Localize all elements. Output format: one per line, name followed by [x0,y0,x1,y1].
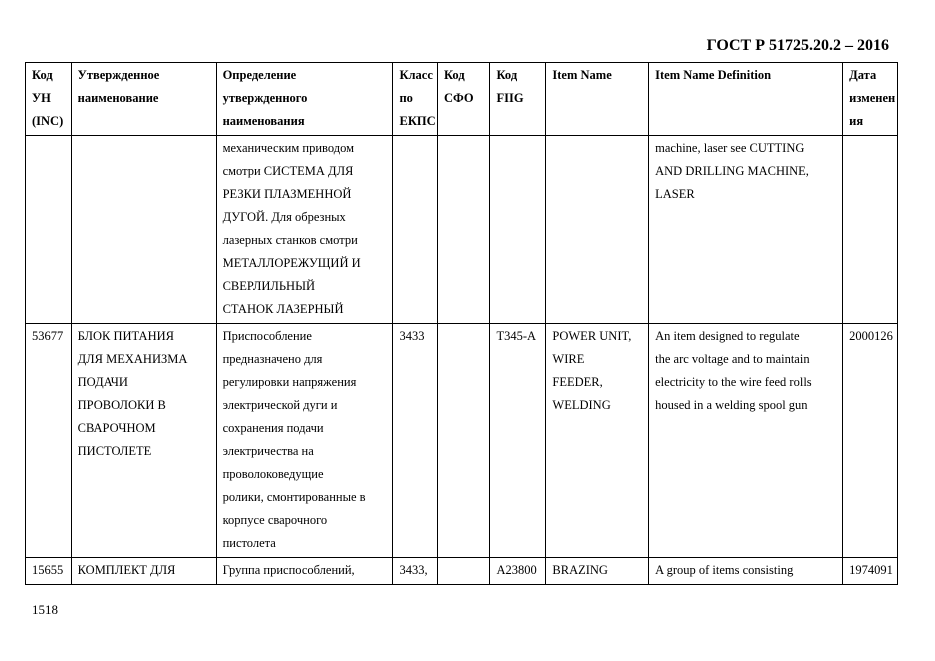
cell-inc-code [26,324,72,558]
header-approved-name [71,63,216,136]
cell-change-date [843,558,898,585]
header-line: ЕКПС [399,114,436,128]
cell-line: ПРОВОЛОКИ В [77,398,166,412]
table-header [26,63,898,136]
cell-fiig-code [490,558,546,585]
cell-item-name-definition [649,558,843,585]
cell-line: ДУГОЙ. Для обрезных [222,210,346,224]
cell-line: machine, laser see CUTTING [655,141,805,155]
header-line: СФО [443,91,474,105]
header-line: Код [443,68,465,82]
header-name-definition [216,63,393,136]
cell-line: 3433, [399,563,428,577]
cell-item-name-definition [649,324,843,558]
cell-item-name [546,324,649,558]
cell-line: housed in a welding spool gun [655,398,808,412]
header-line: Item Name Definition [655,68,772,82]
cell-item-name [546,136,649,324]
cell-line: Группа приспособлений, [222,563,355,577]
table-row [26,558,898,585]
header-item-name [546,63,649,136]
cell-sfo-code [437,324,490,558]
cell-line: регулировки напряжения [222,375,357,389]
cell-line: Приспособление [222,329,312,343]
cell-line: ДЛЯ МЕХАНИЗМА [77,352,188,366]
cell-line: A23800 [496,563,537,577]
header-ekps-class [393,63,438,136]
cell-line: An item designed to regulate [655,329,800,343]
header-line: УН [32,91,51,105]
header-line: FIIG [496,91,524,105]
cell-ekps-class [393,136,438,324]
page-number: 1518 [32,602,58,617]
cell-sfo-code [437,558,490,585]
cell-line: лазерных станков смотри [222,233,358,247]
cell-line: механическим приводом [222,141,354,155]
cell-line: 53677 [32,329,64,343]
cell-line: ПОДАЧИ [77,375,128,389]
cell-line: 2000126 [849,329,893,343]
header-line: (INC) [32,114,64,128]
cell-line: корпусе сварочного [222,513,328,527]
header-line: утвержденного [222,91,308,105]
header-line: изменен [849,91,896,105]
cell-line: электричества на [222,444,314,458]
header-line: наименования [222,114,305,128]
cell-fiig-code [490,324,546,558]
cell-line: FEEDER, [552,375,603,389]
cell-line: смотри СИСТЕМА ДЛЯ [222,164,354,178]
cell-line: T345-A [496,329,537,343]
cell-line: МЕТАЛЛОРЕЖУЩИЙ И [222,256,361,270]
cell-line: ПИСТОЛЕТЕ [77,444,152,458]
cell-line: LASER [655,187,695,201]
cell-line: сохранения подачи [222,421,324,435]
cell-inc-code [26,558,72,585]
header-line: ия [849,114,864,128]
cell-line: A group of items consisting [655,563,794,577]
header-line: по [399,91,413,105]
cell-line: AND DRILLING MACHINE, [655,164,809,178]
cell-approved-name [71,136,216,324]
cell-line: the arc voltage and to maintain [655,352,810,366]
cell-approved-name [71,558,216,585]
cell-line: проволоковедущие [222,467,324,481]
header-line: Код [32,68,53,82]
cell-fiig-code [490,136,546,324]
cell-sfo-code [437,136,490,324]
table-body [26,136,898,585]
cell-line: 15655 [32,563,64,577]
cell-line: 3433 [399,329,425,343]
cell-line: WELDING [552,398,611,412]
cell-ekps-class [393,558,438,585]
cell-line: предназначено для [222,352,323,366]
cell-line: БЛОК ПИТАНИЯ [77,329,174,343]
header-row [26,63,898,136]
cell-line: WIRE [552,352,585,366]
document-header: ГОСТ Р 51725.20.2 – 2016 [706,37,889,54]
table-row [26,324,898,558]
cell-line: электрической дуги и [222,398,338,412]
header-line: наименование [77,91,159,105]
cell-item-name-definition [649,136,843,324]
cell-inc-code [26,136,72,324]
header-item-name-definition [649,63,843,136]
header-line: Item Name [552,68,612,82]
cell-line: electricity to the wire feed rolls [655,375,812,389]
cell-item-name [546,558,649,585]
header-line: Класс [399,68,433,82]
cell-line: СВАРОЧНОМ [77,421,156,435]
table-row [26,136,898,324]
header-inc-code [26,63,72,136]
cell-line: POWER UNIT, [552,329,632,343]
header-sfo-code [437,63,490,136]
cell-line: ролики, смонтированные в [222,490,366,504]
header-fiig-code [490,63,546,136]
cell-line: пистолета [222,536,276,550]
catalog-table [25,62,898,585]
cell-ekps-class [393,324,438,558]
cell-change-date [843,324,898,558]
cell-approved-name [71,324,216,558]
cell-line: СВЕРЛИЛЬНЫЙ [222,279,316,293]
cell-name-definition [216,558,393,585]
cell-change-date [843,136,898,324]
cell-line: BRAZING [552,563,608,577]
header-change-date [843,63,898,136]
cell-line: СТАНОК ЛАЗЕРНЫЙ [222,302,344,316]
header-line: Определение [222,68,297,82]
header-line: Код [496,68,518,82]
cell-name-definition [216,324,393,558]
cell-name-definition [216,136,393,324]
cell-line: РЕЗКИ ПЛАЗМЕННОЙ [222,187,352,201]
cell-line: 1974091 [849,563,893,577]
cell-line: КОМПЛЕКТ ДЛЯ [77,563,176,577]
header-line: Утвержденное [77,68,160,82]
header-line: Дата [849,68,877,82]
